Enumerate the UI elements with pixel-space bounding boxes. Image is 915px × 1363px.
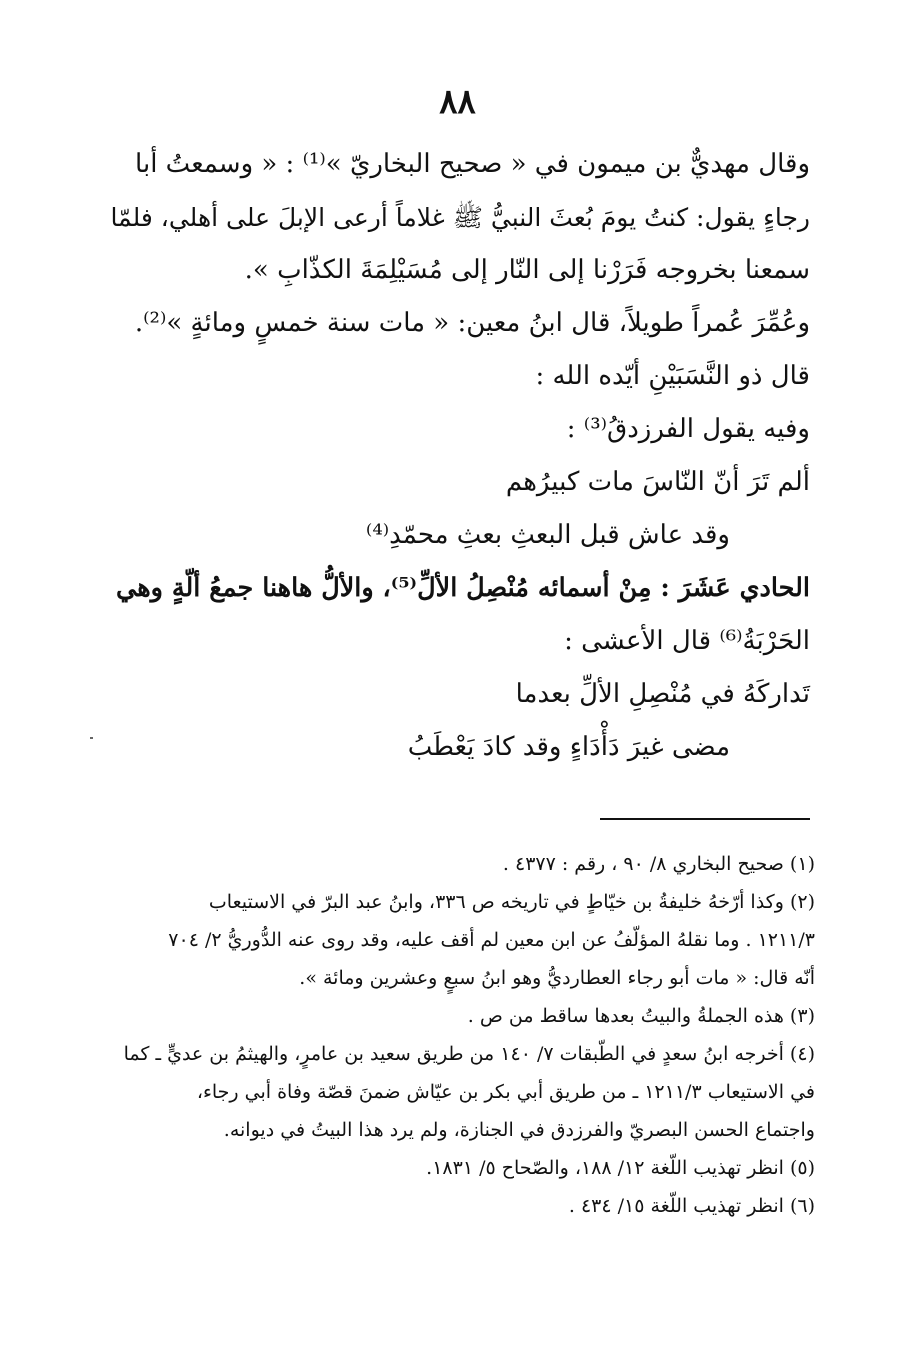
text-line: الحادي عَشَرَ : مِنْ أسمائه مُنْصِلُ الألِّ⁽⁵⁾، والألُّ هاهنا جمعُ ألّةٍ وهي: [115, 573, 810, 603]
footnote-line: (١) صحيح البخاري ٨/ ٩٠ ، رقم : ٤٣٧٧ .: [502, 853, 815, 875]
footnotes: [110, 845, 815, 1225]
text-line: سمعنا بخروجه فَرَرْنا إلى النّار إلى مُسَيْلِمَةَ الكذّابِ ».: [244, 255, 810, 285]
verse-line: تَداركَهُ في مُنْصِلِ الألِّ بعدما: [515, 679, 810, 709]
text-line: وقال مهديٌّ بن ميمون في « صحيح البخاريّ »⁽¹⁾ : « وسمعتُ أبا: [135, 149, 810, 179]
footnote-line: (٢) وكذا أرّخهُ خليفةُ بن خيّاطٍ في تاريخه ص ٣٣٦، وابنُ عبد البرّ في الاستيعاب: [208, 891, 815, 913]
text-line: وفيه يقول الفرزدقُ⁽³⁾ :: [566, 414, 810, 444]
footnote-line: (٥) انظر تهذيب اللّغة ١٢/ ١٨٨، والصّحاح ٥/ ١٨٣١.: [426, 1157, 815, 1179]
footnote-separator: [600, 818, 810, 820]
footnote-line: (٤) أخرجه ابنُ سعدٍ في الطّبقات ٧/ ١٤٠ من طريق سعيد بن عامرٍ، والهيثمُ بن عديٍّ ـ كما: [123, 1043, 815, 1065]
footnote-line: واجتماع الحسن البصريّ والفرزدق في الجنازة، ولم يرد هذا البيتُ في ديوانه.: [223, 1119, 815, 1141]
scan-speck: [90, 737, 93, 739]
text-line: الحَرْبَةُ⁽⁶⁾ قال الأعشى :: [564, 626, 810, 656]
verse-line: ألم تَرَ أنّ النّاسَ مات كبيرُهم: [505, 467, 810, 497]
text-line: وعُمِّرَ عُمراً طويلاً، قال ابنُ معين: « مات سنة خمسٍ ومائةٍ »⁽²⁾.: [134, 308, 810, 338]
text-line: قال ذو النَّسَبَيْنِ أيّده الله :: [535, 361, 810, 391]
footnote-line: (٣) هذه الجملةُ والبيتُ بعدها ساقط من ص .: [467, 1005, 815, 1027]
footnote-line: (٦) انظر تهذيب اللّغة ١٥/ ٤٣٤ .: [568, 1195, 815, 1217]
text-line: رجاءٍ يقول: كنتُ يومَ بُعثَ النبيُّ ﷺ غلاماً أرعى الإبلَ على أهلي، فلمّا: [110, 203, 810, 232]
verse-line: وقد عاش قبل البعثِ بعثِ محمّدِ⁽⁴⁾: [365, 520, 730, 550]
footnote-line: ١٢١١/٣ . وما نقلهُ المؤلّفُ عن ابن معين لم أقف عليه، وقد روى عنه الدُّوريُّ ٢/ ٧٠٤: [168, 929, 815, 951]
main-text: [110, 138, 810, 774]
page-number: ٨٨: [439, 82, 476, 122]
footnote-line: في الاستيعاب ١٢١١/٣ ـ من طريق أبي بكر بن عيّاش ضمنَ قصّة وفاة أبي رجاء،: [196, 1081, 815, 1103]
verse-line: مضى غيرَ دَأْدَاءٍ وقد كادَ يَعْطَبُ: [407, 732, 730, 762]
footnote-line: أنّه قال: « مات أبو رجاء العطارديُّ وهو ابنُ سبعٍ وعشرين ومائة ».: [299, 967, 815, 989]
